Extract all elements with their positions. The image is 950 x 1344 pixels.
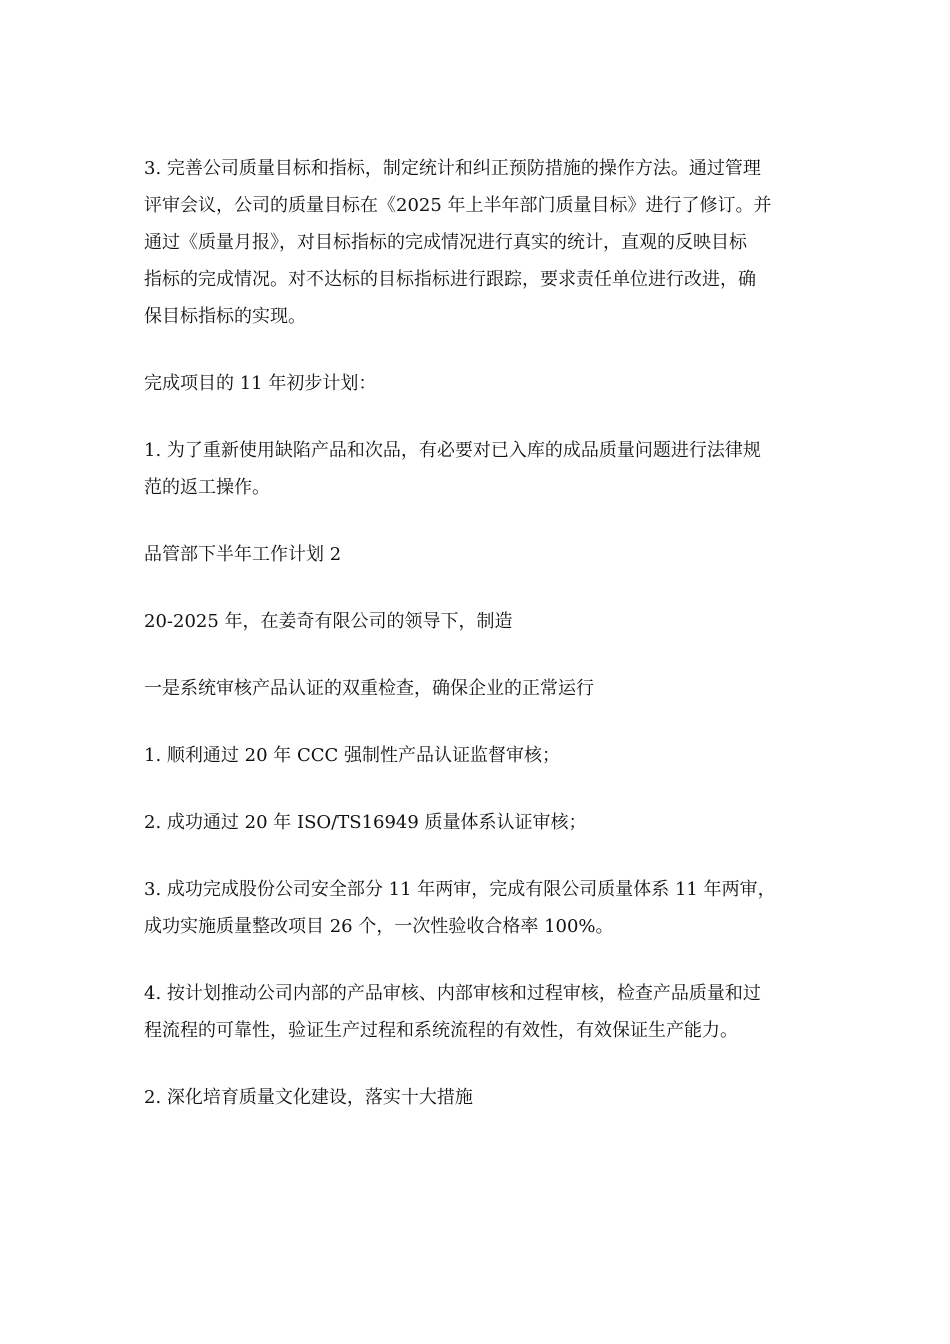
- text-line: 20-2025 年，在姜奇有限公司的领导下，制造: [144, 611, 513, 632]
- text-line: 一是系统审核产品认证的双重检查，确保企业的正常运行: [144, 678, 594, 699]
- text-line: 指标的完成情况。对不达标的目标指标进行跟踪，要求责任单位进行改进，确: [144, 269, 756, 290]
- text-line: 2. 深化培育质量文化建设，落实十大措施: [144, 1087, 473, 1108]
- text-line: 评审会议，公司的质量目标在《2025 年上半年部门质量目标》进行了修订。并: [144, 195, 772, 216]
- text-line: 4. 按计划推动公司内部的产品审核、内部审核和过程审核，检查产品质量和过: [144, 983, 761, 1004]
- text-line: 2. 成功通过 20 年 ISO/TS16949 质量体系认证审核；: [144, 812, 587, 833]
- list-item-audits: [144, 871, 808, 945]
- list-item-ccc: [144, 737, 808, 774]
- paragraph-quality-culture: [144, 1079, 808, 1116]
- text-line: 成功实施质量整改项目 26 个，一次性验收合格率 100%。: [144, 916, 614, 937]
- text-line: 品管部下半年工作计划 2: [144, 544, 342, 565]
- text-line: 完成项目的 11 年初步计划：: [144, 373, 377, 394]
- section-title: [144, 536, 808, 573]
- paragraph-plan-heading: [144, 365, 808, 402]
- document-body: [144, 150, 808, 1146]
- text-line: 3. 完善公司质量目标和指标，制定统计和纠正预防措施的操作方法。通过管理: [144, 158, 761, 179]
- text-line: 3. 成功完成股份公司安全部分 11 年两审，完成有限公司质量体系 11 年两审，: [144, 879, 776, 900]
- paragraph-rework: [144, 432, 808, 506]
- list-item-iso: [144, 804, 808, 841]
- text-line: 保目标指标的实现。: [144, 306, 306, 327]
- paragraph-quality-objectives: [144, 150, 808, 335]
- text-line: 通过《质量月报》，对目标指标的完成情况进行真实的统计，直观的反映目标: [144, 232, 747, 253]
- text-line: 范的返工操作。: [144, 477, 270, 498]
- text-line: 1. 为了重新使用缺陷产品和次品，有必要对已入库的成品质量问题进行法律规: [144, 440, 761, 461]
- text-line: 程流程的可靠性，验证生产过程和系统流程的有效性，有效保证生产能力。: [144, 1020, 738, 1041]
- paragraph-intro: [144, 603, 808, 640]
- list-item-internal-audits: [144, 975, 808, 1049]
- text-line: 1. 顺利通过 20 年 CCC 强制性产品认证监督审核；: [144, 745, 561, 766]
- paragraph-certification-heading: [144, 670, 808, 707]
